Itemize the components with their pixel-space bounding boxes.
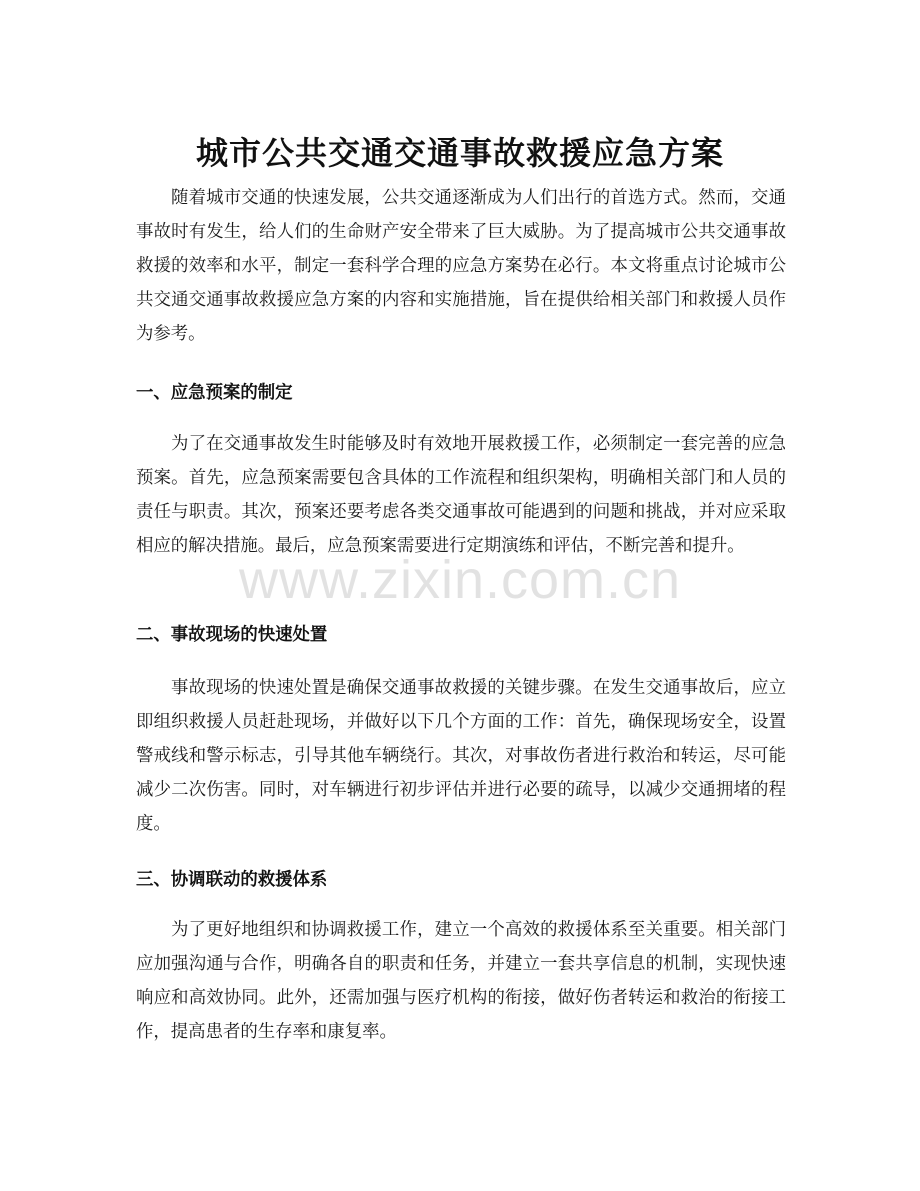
intro-paragraph: 随着城市交通的快速发展，公共交通逐渐成为人们出行的首选方式。然而，交通事故时有发生，给人们的生命财产安全带来了巨大威胁。为了提高城市公共交通事故救援的效率和水平，制定一套科学合理的应急方案势在必行。本文将重点讨论城市公共交通交通事故救援应急方案的内容和实施措施，旨在提供给相关部门和救援人员作为参考。 [136,188,786,344]
watermark-text: www.zixin.com.cn [238,550,682,610]
section-heading-2: 二、事故现场的快速处置 [136,625,328,645]
section-heading-1: 一、应急预案的制定 [136,383,293,403]
document-title: 城市公共交通交通事故救援应急方案 [195,134,724,173]
section-body-1: 为了在交通事故发生时能够及时有效地开展救援工作，必须制定一套完善的应急预案。首先，应急预案需要包含具体的工作流程和组织架构，明确相关部门和人员的责任与职责。其次，预案还要考虑各类交通事故可能遇到的问题和挑战，并对应采取相应的解决措施。最后，应急预案需要进行定期演练和评估，不断完善和提升。 [136,434,786,556]
section-heading-3: 三、协调联动的救援体系 [136,870,328,890]
section-body-2: 事故现场的快速处置是确保交通事故救援的关键步骤。在发生交通事故后，应立即组织救援人员赶赴现场，并做好以下几个方面的工作：首先，确保现场安全，设置警戒线和警示标志，引导其他车辆绕行。其次，对事故伤者进行救治和转运，尽可能减少二次伤害。同时，对车辆进行初步评估并进行必要的疏导，以减少交通拥堵的程度。 [136,678,786,834]
section-body-3: 为了更好地组织和协调救援工作，建立一个高效的救援体系至关重要。相关部门应加强沟通与合作，明确各自的职责和任务，并建立一套共享信息的机制，实现快速响应和高效协同。此外，还需加强与医疗机构的衔接，做好伤者转运和救治的衔接工作，提高患者的生存率和康复率。 [136,920,786,1042]
